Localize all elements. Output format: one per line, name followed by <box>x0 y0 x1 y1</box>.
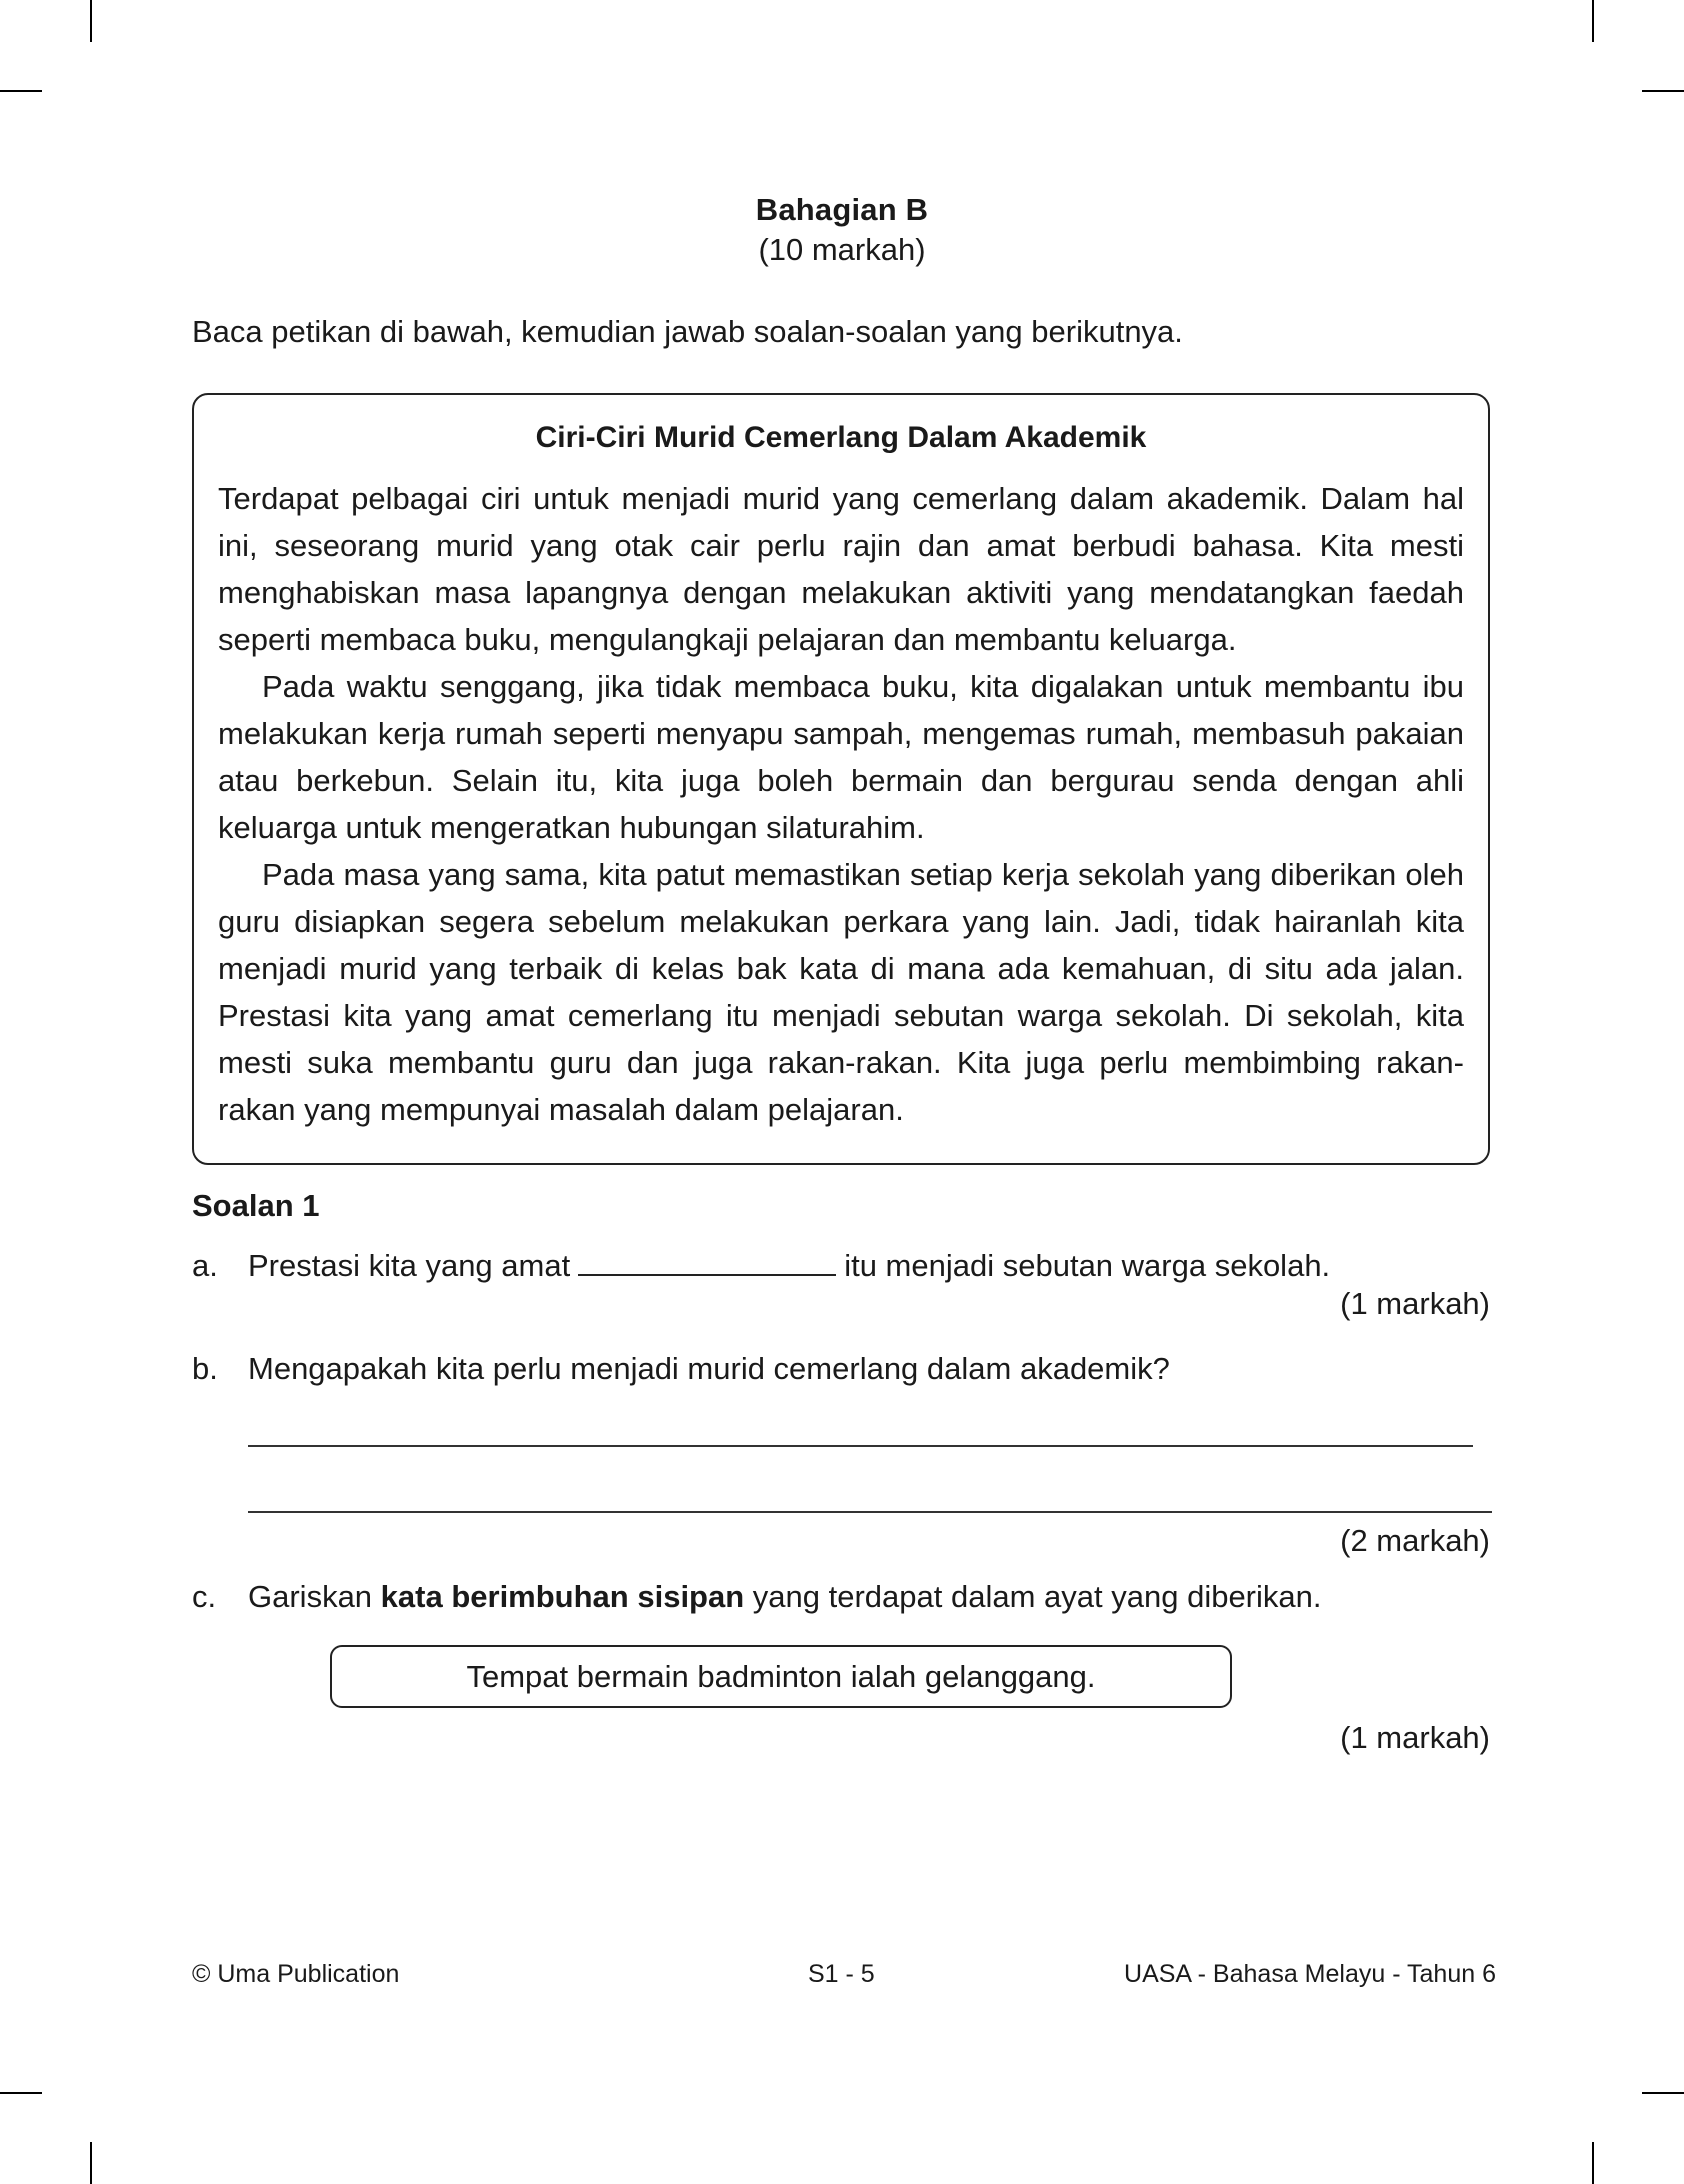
question-c-text-after: yang terdapat dalam ayat yang diberikan. <box>744 1579 1322 1614</box>
question-b-answer-line-1[interactable] <box>248 1445 1473 1447</box>
question-a-marks: (1 markah) <box>1340 1286 1490 1321</box>
question-a <box>192 1246 1330 1284</box>
section-title: Bahagian B <box>755 192 929 227</box>
section-marks: (10 markah) <box>758 232 926 267</box>
crop-mark-bottom-left-vertical <box>90 2142 92 2184</box>
question-c-text-bold: kata berimbuhan sisipan <box>380 1579 745 1614</box>
question-heading: Soalan 1 <box>192 1188 320 1223</box>
question-a-text-after: itu menjadi sebutan warga sekolah. <box>844 1248 1331 1283</box>
instruction-text: Baca petikan di bawah, kemudian jawab soalan-soalan yang berikutnya. <box>192 314 1183 349</box>
question-b-text: Mengapakah kita perlu menjadi murid cemerlang dalam akademik? <box>248 1351 1170 1386</box>
question-b-marks: (2 markah) <box>1340 1523 1490 1558</box>
question-c-text-before: Gariskan <box>248 1579 381 1614</box>
passage-paragraph-1: Terdapat pelbagai ciri untuk menjadi murid yang cemerlang dalam akademik. Dalam hal ini, seseorang murid yang otak cair perlu rajin dan amat berbudi bahasa. Kita mesti menghabiskan masa lapangnya dengan melakukan aktiviti yang mendatangkan faedah seperti membaca buku, mengulangkaji pelajaran dan membantu keluarga. <box>218 481 1464 657</box>
question-c-sentence[interactable]: Tempat bermain badminton ialah gelanggang. <box>466 1659 1096 1694</box>
question-c <box>192 1579 1322 1615</box>
question-a-blank-input[interactable] <box>578 1246 836 1276</box>
crop-mark-top-left-vertical <box>90 0 92 42</box>
passage-box <box>192 393 1490 1165</box>
question-a-text-before: Prestasi kita yang amat <box>248 1248 571 1283</box>
crop-mark-top-right-horizontal <box>1642 90 1684 92</box>
crop-mark-bottom-left-horizontal <box>0 2092 42 2094</box>
question-c-letter: c. <box>192 1579 217 1614</box>
question-c-sentence-box <box>330 1645 1232 1708</box>
crop-mark-bottom-right-horizontal <box>1642 2092 1684 2094</box>
question-a-letter: a. <box>192 1248 218 1283</box>
passage-title: Ciri-Ciri Murid Cemerlang Dalam Akademik <box>535 421 1147 454</box>
question-b <box>192 1351 1170 1387</box>
question-c-marks: (1 markah) <box>1340 1720 1490 1755</box>
passage-body <box>218 475 1464 1133</box>
passage-paragraph-2: Pada waktu senggang, jika tidak membaca buku, kita digalakan untuk membantu ibu melakukan kerja rumah seperti menyapu sampah, mengemas rumah, membasuh pakaian atau berkebun. Selain itu, kita juga boleh bermain dan bergurau senda dengan ahli keluarga untuk mengeratkan hubungan silaturahim. <box>218 669 1464 845</box>
footer-publisher: © Uma Publication <box>192 1960 400 1988</box>
passage-paragraph-3: Pada masa yang sama, kita patut memastikan setiap kerja sekolah yang diberikan oleh guru disiapkan segera sebelum melakukan perkara yang lain. Jadi, tidak hairanlah kita menjadi murid yang terbaik di kelas bak kata di mana ada kemahuan, di situ ada jalan. Prestasi kita yang amat cemerlang itu menjadi sebutan warga sekolah. Di sekolah, kita mesti suka membantu guru dan juga rakan-rakan. Kita juga perlu membimbing rakan-rakan yang mempunyai masalah dalam pelajaran. <box>218 857 1464 1127</box>
crop-mark-top-right-vertical <box>1592 0 1594 42</box>
question-b-letter: b. <box>192 1351 218 1386</box>
crop-mark-top-left-horizontal <box>0 90 42 92</box>
footer-page-number: S1 - 5 <box>808 1960 875 1988</box>
crop-mark-bottom-right-vertical <box>1592 2142 1594 2184</box>
footer-subject: UASA - Bahasa Melayu - Tahun 6 <box>1124 1960 1496 1988</box>
question-b-answer-line-2[interactable] <box>248 1511 1492 1513</box>
